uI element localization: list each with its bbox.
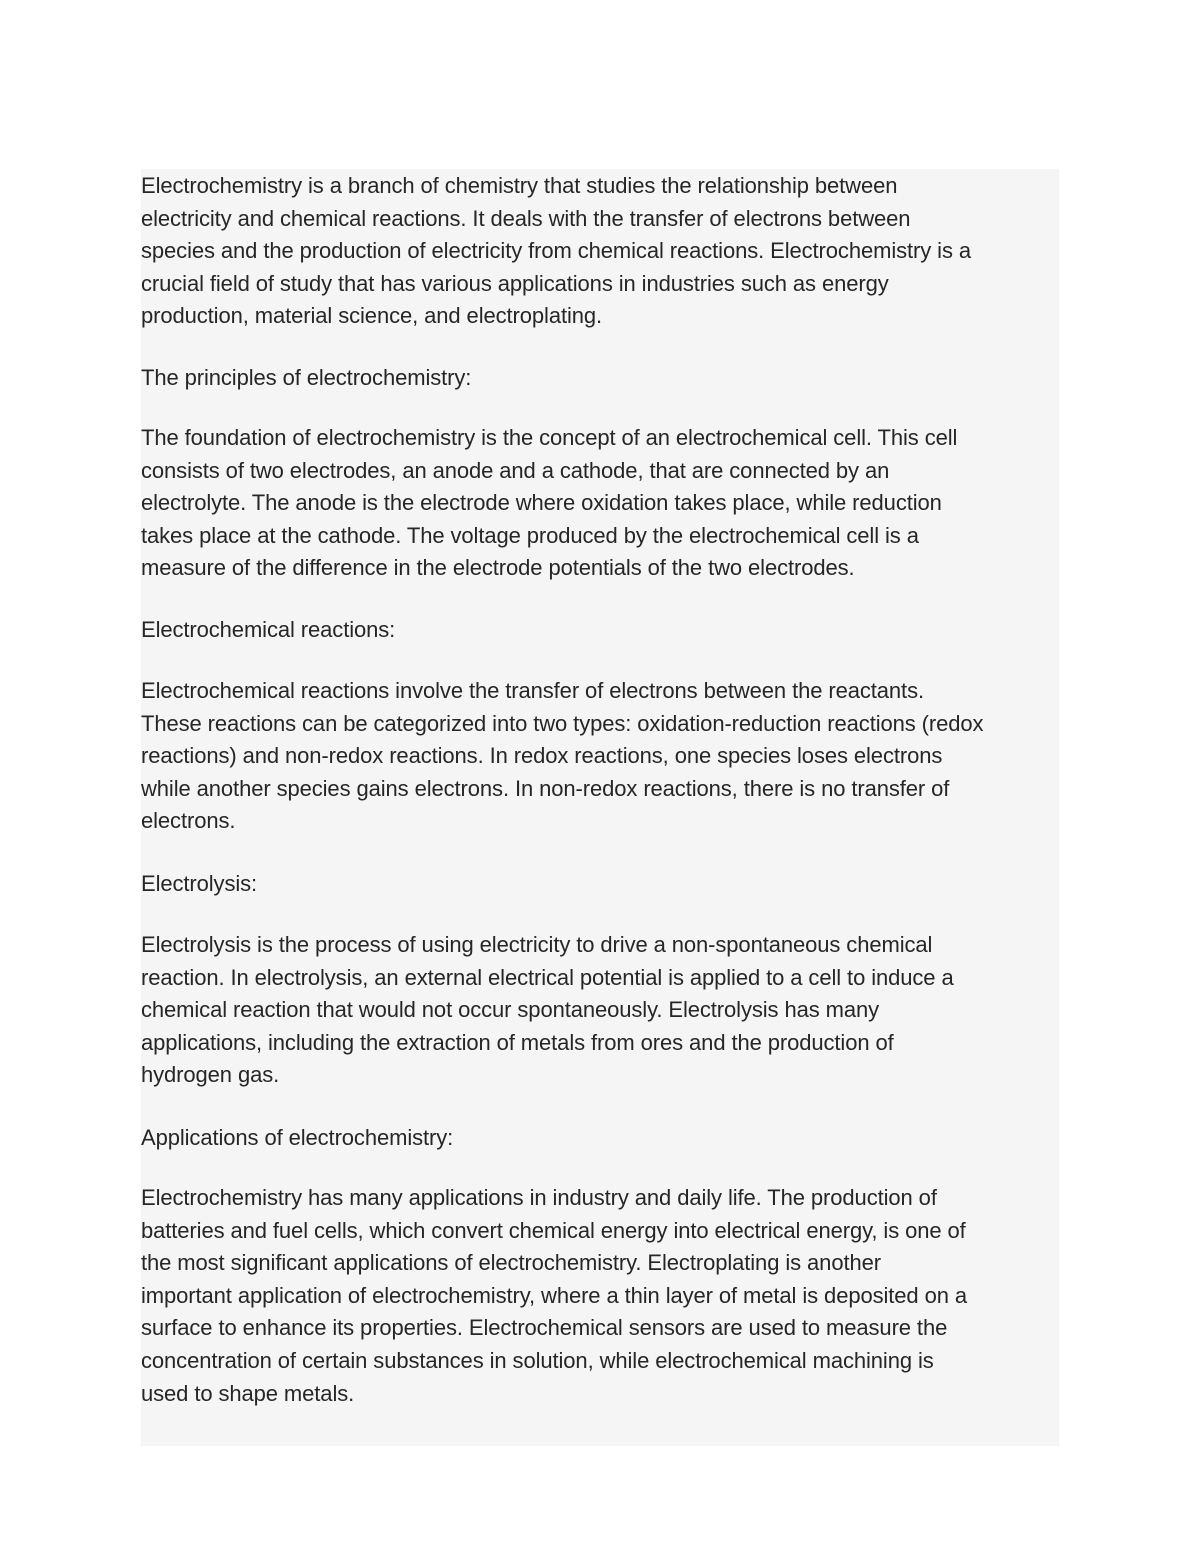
text-line: the most significant applications of electrochemistry. Electroplating is another (141, 1250, 881, 1276)
text-line: while another species gains electrons. In non-redox reactions, there is no transfer of (141, 775, 950, 801)
heading-applications (141, 1122, 453, 1155)
text-line: surface to enhance its properties. Electrochemical sensors are used to measure the (141, 1315, 948, 1341)
section-heading: Applications of electrochemistry: (141, 1125, 454, 1150)
text-line: consists of two electrodes, an anode and a cathode, that are connected by an (141, 457, 890, 483)
text-line: These reactions can be categorized into two types: oxidation-reduction reactions (redox (141, 710, 984, 736)
text-line: chemical reaction that would not occur spontaneously. Electrolysis has many (141, 997, 880, 1023)
text-line: electrolyte. The anode is the electrode where oxidation takes place, while reduction (141, 490, 942, 516)
text-line: reactions) and non-redox reactions. In redox reactions, one species loses electrons (141, 743, 943, 769)
text-line: production, material science, and electroplating. (141, 303, 603, 329)
heading-principles (141, 362, 471, 395)
section-heading: The principles of electrochemistry: (141, 365, 472, 390)
document-text-block (141, 169, 1059, 1446)
text-line: crucial field of study that has various applications in industries such as energy (141, 270, 889, 296)
text-line: reaction. In electrolysis, an external electrical potential is applied to a cell to induce a (141, 964, 954, 990)
text-line: applications, including the extraction of metals from ores and the production of (141, 1029, 894, 1055)
section-heading: Electrochemical reactions: (141, 617, 396, 642)
heading-reactions (141, 614, 395, 647)
text-line: used to shape metals. (141, 1380, 355, 1406)
heading-electrolysis (141, 868, 257, 901)
paragraph-introduction (141, 170, 971, 333)
text-line: electricity and chemical reactions. It deals with the transfer of electrons between (141, 205, 911, 231)
text-line: Electrolysis is the process of using electricity to drive a non-spontaneous chemical (141, 932, 933, 957)
text-line: electrons. (141, 808, 236, 834)
text-line: takes place at the cathode. The voltage produced by the electrochemical cell is a (141, 522, 919, 548)
section-heading: Electrolysis: (141, 871, 258, 896)
text-line: important application of electrochemistry, where a thin layer of metal is deposited on a (141, 1282, 967, 1308)
text-line: batteries and fuel cells, which convert chemical energy into electrical energy, is one of (141, 1217, 966, 1243)
paragraph-applications (141, 1182, 967, 1410)
text-line: Electrochemistry has many applications in industry and daily life. The production of (141, 1185, 937, 1210)
text-line: measure of the difference in the electrode potentials of the two electrodes. (141, 555, 855, 581)
paragraph-principles (141, 422, 957, 585)
text-line: species and the production of electricity from chemical reactions. Electrochemistry is a (141, 238, 971, 264)
paragraph-reactions (141, 675, 983, 838)
paragraph-electrolysis (141, 929, 954, 1092)
text-line: The foundation of electrochemistry is the concept of an electrochemical cell. This cell (141, 425, 958, 450)
text-line: Electrochemistry is a branch of chemistry that studies the relationship between (141, 173, 898, 198)
text-line: Electrochemical reactions involve the transfer of electrons between the reactants. (141, 678, 924, 703)
text-line: hydrogen gas. (141, 1062, 280, 1088)
text-line: concentration of certain substances in solution, while electrochemical machining is (141, 1347, 934, 1373)
